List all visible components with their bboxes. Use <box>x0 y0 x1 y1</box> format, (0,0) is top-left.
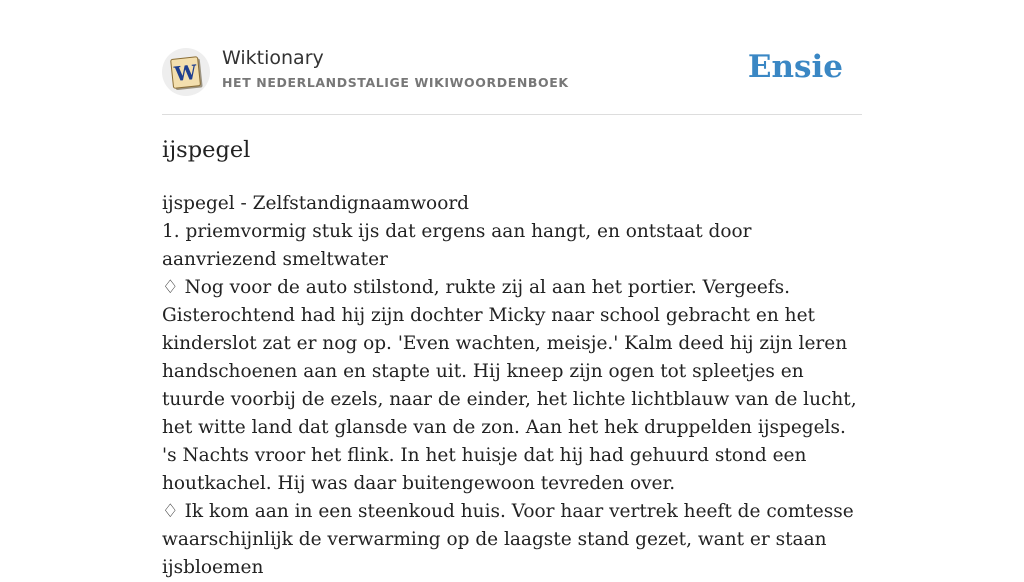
example-marker-icon: ♢ <box>162 501 179 522</box>
example-text: Nog voor de auto stilstond, rukte zij al aan het portier. Vergeefs. Gisterochtend had hij zijn dochter Micky naar school gebracht en het kinderslot zat er nog op. 'Even wachten, meisje.' Kalm deed hij zijn leren handschoenen aan en stapte uit. Hij kneep zijn ogen tot spleetjes en tuurde voorbij de ezels, naar de einder, het lichte lichtblauw van de lucht, het witte land dat glansde van de zon. Aan het hek druppelden ijspegels. 's Nachts vroor het flink. In het huisje dat hij had gehuurd stond een houtkachel. Hij was daar buitengewoon tevreden over. <box>162 277 857 494</box>
site-header <box>162 44 862 115</box>
entry-heading: ijspegel - Zelfstandignaamwoord <box>162 193 470 214</box>
ensie-brand-logo[interactable]: Ensie <box>747 49 843 85</box>
example-marker-icon: ♢ <box>162 277 179 298</box>
svg-text:W: W <box>173 59 199 87</box>
entry-definition: 1. priemvormig stuk ijs dat ergens aan hangt, en ontstaat door aanvriezend smeltwater <box>162 221 752 270</box>
wiktionary-tile-icon <box>162 48 210 96</box>
example-text: Ik kom aan in een steenkoud huis. Voor haar vertrek heeft de comtesse waarschijnlijk de verwarming op de laagste stand gezet, want er staan ijsbloemen <box>162 501 854 578</box>
site-name[interactable]: Wiktionary <box>222 47 324 69</box>
example-sentence <box>162 274 862 498</box>
wiktionary-logo[interactable] <box>162 48 210 96</box>
example-sentence <box>162 498 862 582</box>
site-subtitle: HET NEDERLANDSTALIGE WIKIWOORDENBOEK <box>222 75 569 90</box>
page-title: ijspegel <box>162 137 251 163</box>
entry-content <box>162 190 862 582</box>
